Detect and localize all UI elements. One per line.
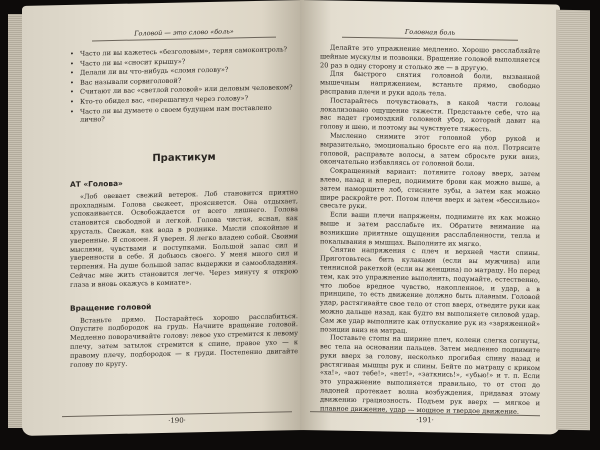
question-list: [70, 45, 298, 125]
right-running-header: Головная боль: [342, 27, 518, 41]
section-body-at-head: «Лоб овевает свежий ветерок. Лоб становится приятно прохладным. Голова свежеет, проясняется. Она отдыхает, успокаивается. Освобождается от всего лишнего. Голова становится свободной и легкой. Голова чистая, ясная, как хрусталь. Свежая, как вода в роднике. Мысли спокойные и уверенные. Я спокоен. Я уверен. Я легко владею собой. Своими мыслями, чувствами и поступками. Большой запас сил и уверенности в себе. Я добьюсь своего. У меня много сил и терпения. На душе большой запас выдержки и самообладания. Сейчас мне жить становится легче. Через минуту я открою глаза и вновь окажусь в комнате».: [70, 187, 298, 289]
right-page: [300, 0, 560, 435]
section-heading-head-rotation: Вращение головой: [70, 301, 152, 313]
left-page-content: [70, 18, 298, 369]
left-page: [22, 0, 304, 436]
section-body-head-rotation: Встаньте прямо. Постарайтесь хорошо расслабиться. Опустите подбородок на грудь. Начните вращение головой. Медленно поворачивайте голову: левое ухо стремится к левому плечу, затем затылок стремится к спине, правое ухо — к правому плечу, подбородок — к груди. Постепенно двигайте голову по кругу.: [70, 311, 298, 369]
practicum-heading: Практикум: [152, 151, 216, 164]
list-item: • Часто ли вы «сносит крышу»?: [70, 55, 298, 68]
paragraph: Если ваши плечи напряжены, поднимите их как можно выше и затем расслабьте их. Обратите внимание на возникшие приятные ощущения расслабленности, тепла и покалывания в мышцах. Выполните их мягко.: [320, 210, 540, 248]
list-item: • Делали ли вы что-нибудь «сломя голову»?: [70, 64, 298, 77]
paragraph: Постарайтесь почувствовать, в какой части головы локализовано ощущение тяжести. Представьте себе, что на вас надет громоздкий головной убор, который давит на голову и шею, и поэтому вы чувствуете тяжесть.: [320, 96, 540, 134]
paragraph: Делайте это упражнение медленно. Хорошо расслабляйте шейные мускулы и позвонки. Вращение головой выполняется 20 раз в одну сторону и столько же — в другую.: [320, 43, 540, 72]
list-item: • Часто ли вы кажетесь «безголовым», теряя самоконтроль?: [70, 45, 298, 58]
section-heading-at-head: АТ «Голова»: [70, 178, 123, 189]
paragraph: Снятие напряжения с плеч и верхней части спины. Приготовьтесь бить кулаками (если вы мужчина) или теннисной ракеткой (если вы женщина) по матрацу. Но перед тем, как это упражнение выполнить, подумайте, естественно, что любое вредное чувство, накопленное, и удар, а в принципе, то есть движение должно быть плавным. Головой удар, растягивайте свое тело от стоп вверх, отведите руки как можно дальше назад, как будто вы выполняете силовой удар. Сам же удар выполните как отпускание рук из «заряженной» позиции вниз на матрац.: [320, 245, 540, 335]
paragraph: Для быстрого снятия головной боли, вызванной мышечным напряжением, встаньте прямо, свободно расправив плечи и руки вдоль тела.: [320, 69, 540, 98]
right-page-number: ·191·: [310, 411, 540, 426]
right-page-content: [320, 18, 540, 416]
list-item: • Вас называли сорвиголовой?: [70, 74, 298, 87]
left-running-header: Головой — это слово «боль»: [92, 27, 276, 42]
paragraph: Сокращенный вариант: потяните голову вверх, затем влево, назад и вперед, поднимите брови как можно выше, а затем наморщите лоб, стисните зубы, а затем как можно шире раскройте рот. Потом плечи вверх и затем «бессильно» свесьте руки.: [320, 166, 540, 211]
left-page-number: ·190·: [62, 411, 292, 427]
paragraph: Мысленно снимите этот головной убор рукой и выразительно, эмоционально бросьте его на пол. Потрясите головой, расправьте волосы, а затем сбросьте руки вниз, окончательно избавляясь от головной боли.: [320, 131, 540, 169]
paragraph: Поставьте стопы на ширине плеч, колени слегка согнуты, вес тела на основании пальцев. Затем медленно поднимите руки вверх за голову, несколько прогибая спину назад и растягивая мышцы рук и спины. Бейте по матрацу с криком «ха!», «вот тебе!», «нет!», «заткнись!», «убью!» и т. п. Если это упражнение выполняется правильно, то от стоп до ладоней протекает волна возбуждения, придавая этому движению грациозность. Подъем рук вверх — мягкое и плавное движение, удар — мощное и твердое движение.: [320, 333, 540, 416]
right-page-edges: [556, 10, 590, 431]
list-item: • Часто ли вы думаете о своем будущем нам поставлено лично?: [70, 103, 298, 125]
list-item: • Считают ли вас «светлой головой» или деловым человеком?: [70, 84, 298, 97]
list-item: • Кто-то обидел вас, «перешагнул через голову»?: [70, 93, 298, 106]
